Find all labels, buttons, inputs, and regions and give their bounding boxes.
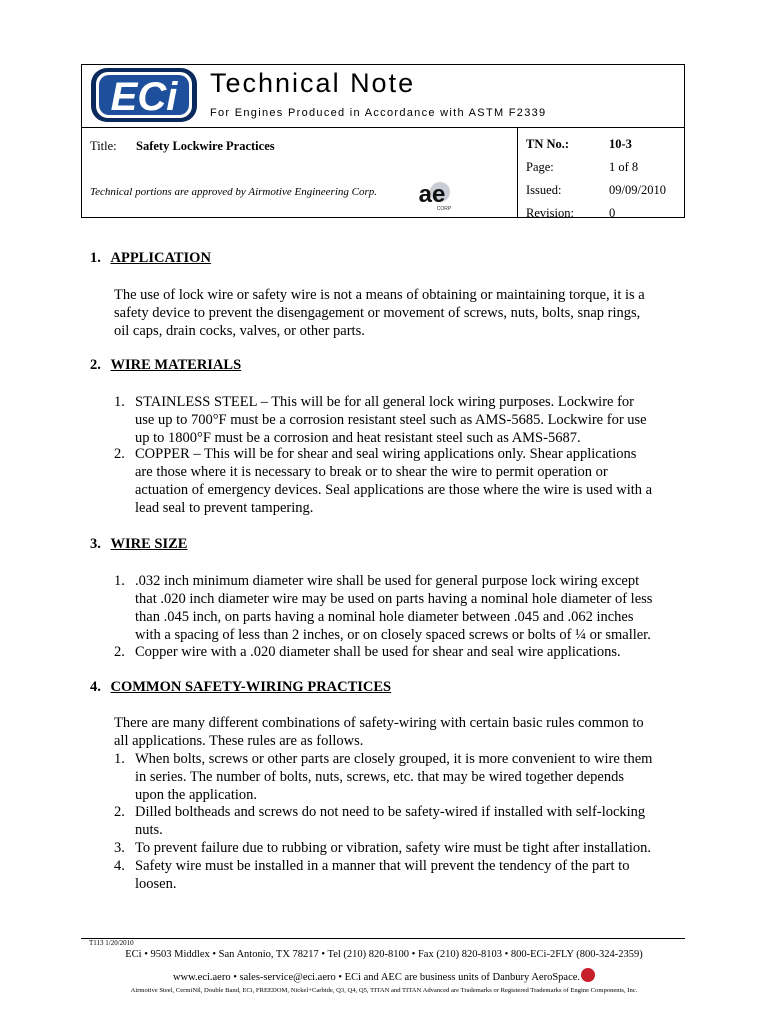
title-value: Safety Lockwire Practices	[136, 139, 275, 153]
header-meta-divider	[517, 127, 518, 218]
page-label: Page:	[526, 160, 554, 174]
text-line: There are many different combinations of safety-wiring with certain basic rules common to	[114, 715, 644, 731]
form-code: T113 1/20/2010	[89, 939, 134, 947]
list-number: 1.	[114, 394, 125, 410]
list-number: 2.	[114, 804, 125, 820]
revision-value: 0	[609, 206, 616, 220]
issued-value: 09/09/2010	[609, 183, 666, 197]
text-line: safety device to prevent the disengagement or movement of screws, nuts, bolts, snap rings,	[114, 305, 641, 321]
text-line: Safety wire must be installed in a manner that will prevent the tendency of the part to	[135, 858, 630, 874]
text-line: that .020 inch diameter wire may be used on parts having a nominal hole diameter of less	[135, 591, 653, 607]
text-line: When bolts, screws or other parts are closely grouped, it is more convenient to wire them	[135, 751, 653, 767]
text-line: COPPER – This will be for shear and seal wiring applications only. Shear applications	[135, 446, 637, 462]
text-line: loosen.	[135, 876, 177, 892]
list-number: 3.	[114, 840, 125, 856]
text-line: are those where it is necessary to break or to shear the wire to permit operation or	[135, 464, 608, 480]
section-title: WIRE MATERIALS	[110, 357, 242, 373]
list-number: 1.	[114, 751, 125, 767]
text-line: The use of lock wire or safety wire is not a means of obtaining or maintaining torque, it is a	[114, 287, 645, 303]
section-title: WIRE SIZE	[110, 536, 188, 552]
list-item	[114, 750, 678, 803]
section-4-intro	[114, 714, 678, 750]
svg-text:CORP: CORP	[436, 206, 452, 212]
text-line: lead seal to prevent tampering.	[135, 500, 314, 516]
section-1-heading	[90, 250, 211, 267]
section-number: 4.	[90, 679, 101, 695]
tn-no-label: TN No.:	[526, 137, 570, 151]
eci-logo	[90, 67, 198, 123]
list-number: 2.	[114, 446, 125, 462]
list-item	[114, 445, 678, 516]
issued-label: Issued:	[526, 183, 562, 197]
footer-contact	[0, 968, 768, 983]
list-number: 4.	[114, 858, 125, 874]
svg-text:ae: ae	[418, 181, 446, 208]
footer-address: ECi • 9503 Middlex • San Antonio, TX 78217 • Tel (210) 820-8100 • Fax (210) 820-8103 • 800-ECi-2FLY (800-324-2359)	[125, 949, 643, 960]
text-line: nuts.	[135, 822, 163, 838]
text-line: up to 1800°F must be a corrosion and heat resistant steel such as AMS-5687.	[135, 430, 581, 446]
approval-note: Technical portions are approved by Airmotive Engineering Corp.	[90, 186, 377, 198]
text-line: To prevent failure due to rubbing or vibration, safety wire must be tight after installation.	[135, 840, 652, 856]
section-number: 2.	[90, 357, 101, 373]
document-subtitle: For Engines Produced in Accordance with ASTM F2339	[210, 107, 547, 119]
text-line: than .045 inch, on parts having a nominal hole diameter between .045 and .062 inches	[135, 609, 634, 625]
title-label: Title:	[90, 139, 117, 153]
list-number: 2.	[114, 644, 125, 660]
svg-text:ECi: ECi	[110, 75, 178, 119]
header-divider	[81, 127, 685, 128]
danbury-logo-icon	[581, 968, 595, 982]
tn-no-value: 10-3	[609, 137, 632, 151]
text-line: in series. The number of bolts, nuts, screws, etc. that may be wired together depends	[135, 769, 624, 785]
list-item	[114, 643, 678, 661]
page-value: 1 of 8	[609, 160, 639, 174]
footer-trademarks: Airmotive Steel, CermiNil, Double Band, ECi, FREEDOM, Nickel+Carbide, Q3, Q4, Q5, TITAN and TITAN Advanced are Trademarks or Registered Trademarks of Engine Components, Inc.	[130, 987, 638, 994]
revision-label: Revision:	[526, 206, 574, 220]
ae-logo	[410, 178, 458, 212]
list-item	[114, 839, 678, 857]
text-line: STAINLESS STEEL – This will be for all general lock wiring purposes. Lockwire for	[135, 394, 634, 410]
section-title: COMMON SAFETY-WIRING PRACTICES	[110, 679, 392, 695]
text-line: with a spacing of less than 2 inches, or on closely spaced screws or bolts of ¼ or smaller.	[135, 627, 651, 643]
document-title: Technical Note	[210, 68, 416, 98]
list-item	[114, 803, 678, 838]
section-number: 3.	[90, 536, 101, 552]
footer-contact-text: www.eci.aero • sales-service@eci.aero • ECi and AEC are business units of Danbury AeroSpace.	[172, 972, 581, 983]
section-1-paragraph	[114, 286, 678, 340]
section-4-heading	[90, 679, 391, 696]
section-number: 1.	[90, 250, 101, 266]
text-line: Dilled boltheads and screws do not need to be safety-wired if installed with self-locking	[135, 804, 646, 820]
text-line: all applications. These rules are as follows.	[114, 733, 364, 749]
text-line: actuation of emergency devices. Seal applications are those where the wire is used with a	[135, 482, 653, 498]
list-number: 1.	[114, 573, 125, 589]
section-title: APPLICATION	[110, 250, 211, 266]
text-line: upon the application.	[135, 787, 258, 803]
list-item	[114, 572, 678, 643]
text-line: Copper wire with a .020 diameter shall be used for shear and seal wire applications.	[135, 644, 621, 660]
list-item	[114, 857, 678, 892]
text-line: .032 inch minimum diameter wire shall be used for general purpose lock wiring except	[135, 573, 640, 589]
text-line: use up to 700°F must be a corrosion resistant steel such as AMS-5685. Lockwire for use	[135, 412, 647, 428]
section-3-heading	[90, 536, 187, 553]
footer-divider	[81, 938, 685, 939]
section-2-heading	[90, 357, 241, 374]
list-item	[114, 393, 678, 446]
text-line: oil caps, drain cocks, valves, or other parts.	[114, 323, 365, 339]
